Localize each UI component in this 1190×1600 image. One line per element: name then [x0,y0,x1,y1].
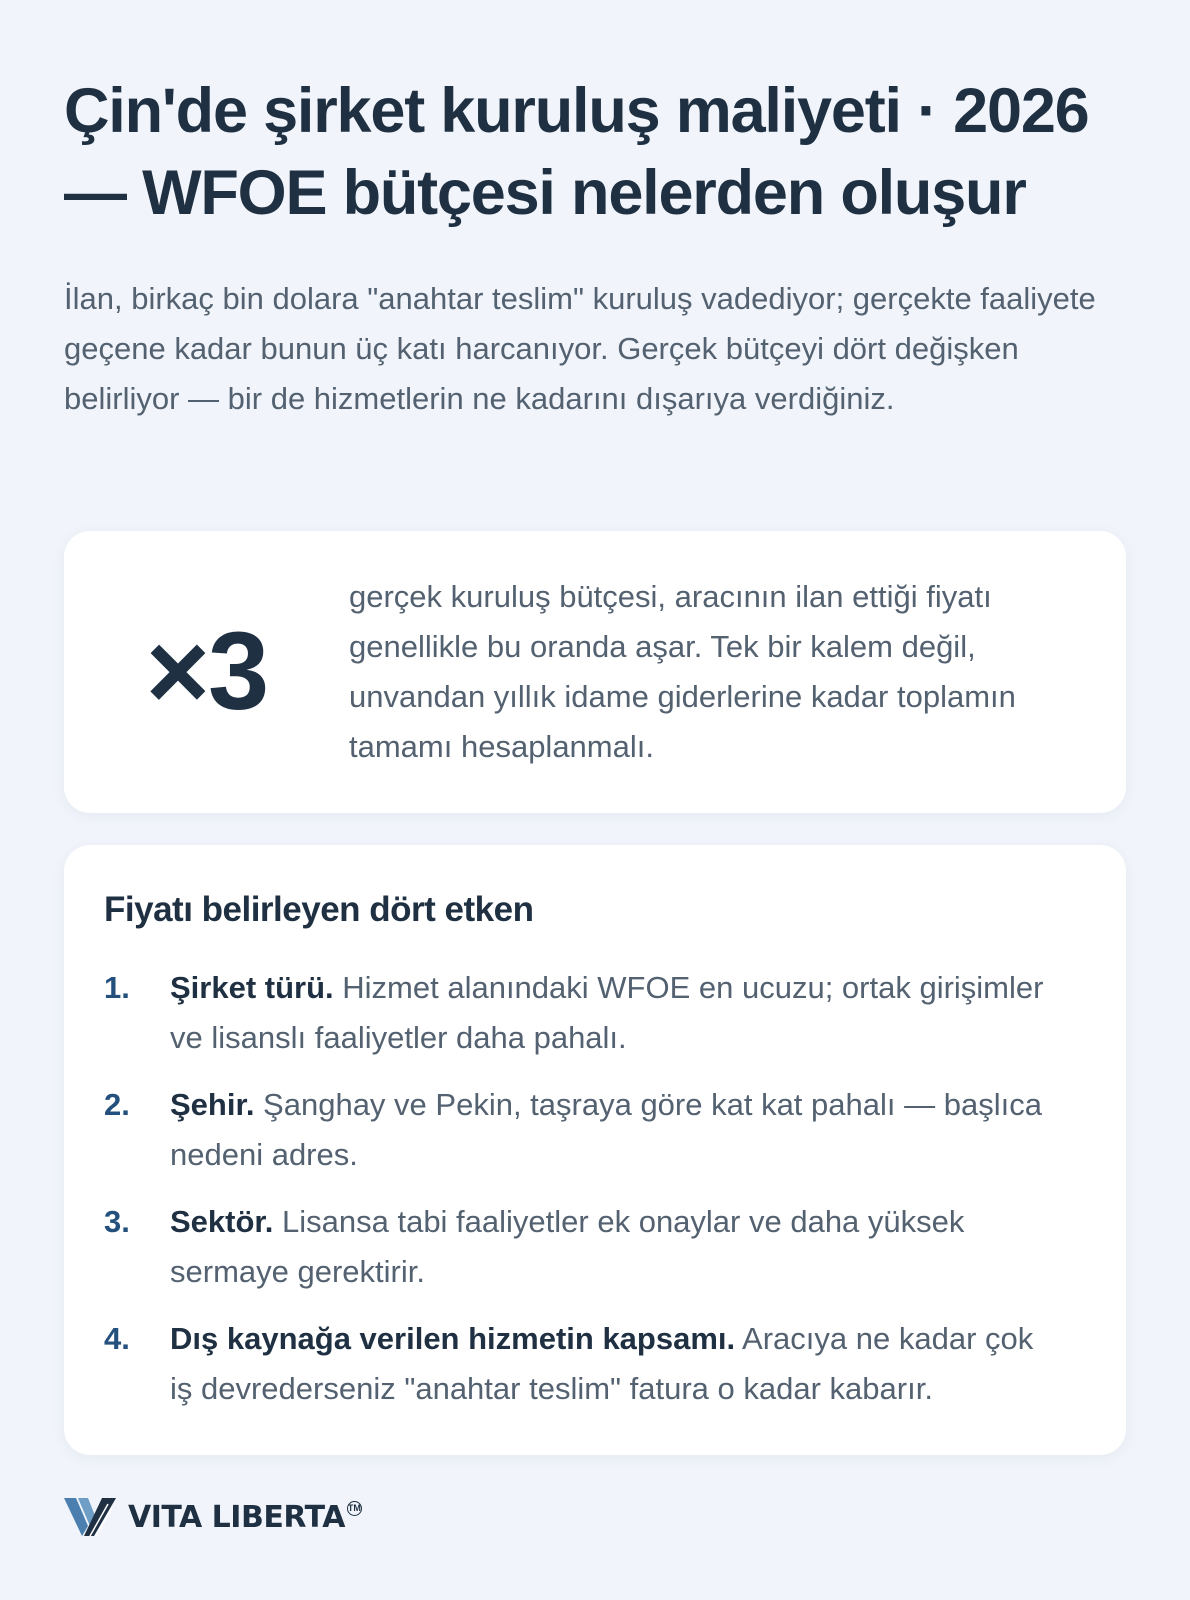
list-item-number: 2. [104,1087,130,1122]
page-title: Çin'de şirket kuruluş maliyeti · 2026 — WFOE bütçesi nelerden oluşur [64,76,1089,228]
list-item-text: Hizmet alanındaki WFOE en ucuzu; ortak girişimler ve lisanslı faaliyetler daha pahalı. [170,970,1044,1055]
list-item-title: Sektör. [170,1204,274,1239]
brand-logo [64,1496,362,1538]
list-item-body [170,1080,1050,1180]
trademark-badge: TM [347,1501,362,1516]
list-item [104,1197,1086,1297]
list-item-number: 3. [104,1204,130,1239]
list-item-text: Şanghay ve Pekin, taşraya göre kat kat pahalı — başlıca nedeni adres. [170,1087,1042,1172]
stat-card [64,531,1126,813]
lead-paragraph: İlan, birkaç bin dolara "anahtar teslim" kuruluş vadediyor; gerçekte faaliyete geçene kadar bunun üç katı harcanıyor. Gerçek bütçeyi dört değişken belirliyor — bir de hizmetlerin ne kadarını dışarıya verdiğiniz. [64,281,1096,416]
list-item-title: Dış kaynağa verilen hizmetin kapsamı. [170,1321,736,1356]
list-item-body [170,1314,1050,1414]
page [64,70,1126,1406]
vita-liberta-logo-mark-icon [64,1496,118,1538]
list-item [104,1080,1086,1180]
factors-heading: Fiyatı belirleyen dört etken [104,890,534,929]
list-item-body [170,963,1050,1063]
brand-name: VITA LIBERTA [128,1499,345,1535]
factor-list [104,963,1086,1414]
list-item-text: Aracıya ne kadar çok iş devrederseniz "anahtar teslim" fatura o kadar kabarır. [170,1321,1034,1406]
stat-value: ×3 [145,610,268,733]
list-item [104,963,1086,1063]
factors-card [64,845,1126,1455]
list-item [104,1314,1086,1414]
list-item-text: Lisansa tabi faaliyetler ek onaylar ve daha yüksek sermaye gerektirir. [170,1204,965,1289]
list-item-title: Şehir. [170,1087,255,1122]
list-item-title: Şirket türü. [170,970,334,1005]
list-item-body [170,1197,1050,1297]
stat-description: gerçek kuruluş bütçesi, aracının ilan ettiği fiyatı genellikle bu oranda aşar. Tek bir kalem değil, unvandan yıllık idame giderlerine kadar toplamın tamamı hesaplanmalı. [349,579,1016,764]
list-item-number: 4. [104,1321,130,1356]
list-item-number: 1. [104,970,130,1005]
